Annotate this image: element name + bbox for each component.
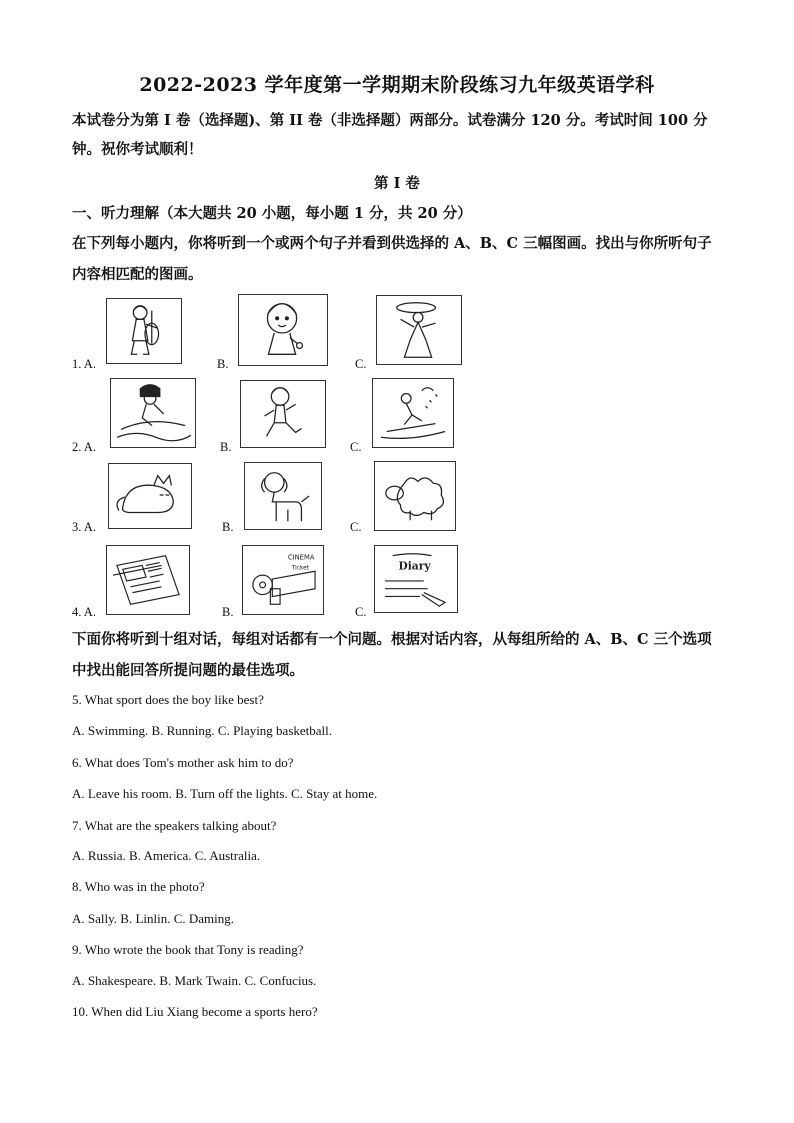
q4-label: 4. A.	[72, 605, 96, 619]
options-6: A. Leave his room. B. Turn off the lights. C. Stay at home.	[72, 786, 378, 801]
q2-c-label: C.	[350, 440, 362, 454]
question-5: 5. What sport does the boy like best?	[72, 692, 264, 707]
exam-intro: 本试卷分为第 I 卷（选择题)、第 II 卷（非选择题）两部分。试卷满分 120 分。考试时间 100 分钟。祝你考试顺利！	[72, 112, 708, 158]
boy-surfing-icon	[110, 378, 196, 448]
cinema-text: CINEMA	[287, 553, 315, 562]
question-10: 10. When did Liu Xiang become a sports hero?	[72, 1004, 318, 1019]
q3-label: 3. A.	[72, 520, 96, 534]
q1-b-label: B.	[217, 357, 229, 371]
part1-heading: 一、听力理解（本大题共 20 小题，每小题 1 分，共 20 分）	[72, 205, 472, 222]
q4-c-label: C.	[355, 605, 367, 619]
q1-c-label: C.	[355, 357, 367, 371]
question-6: 6. What does Tom's mother ask him to do?	[72, 755, 294, 770]
diary-text: Diary	[398, 559, 431, 573]
options-9: A. Shakespeare. B. Mark Twain. C. Confucius.	[72, 973, 317, 988]
sheep-icon	[374, 461, 456, 531]
cat-icon	[108, 463, 192, 529]
options-5: A. Swimming. B. Running. C. Playing basketball.	[72, 723, 333, 738]
q2-b-label: B.	[220, 440, 232, 454]
exam-title: 2022-2023 学年度第一学期期末阶段练习九年级英语学科	[139, 74, 655, 96]
part2-instruction: 下面你将听到十组对话，每组对话都有一个问题。根据对话内容，从每组所给的 A、B、C 三个选项中找出能回答所提问题的最佳选项。	[72, 631, 712, 679]
girl-singing-icon	[238, 294, 328, 366]
question-7: 7. What are the speakers talking about?	[72, 818, 277, 833]
q4-b-label: B.	[222, 605, 234, 619]
options-8: A. Sally. B. Linlin. C. Daming.	[72, 911, 235, 926]
boy-cello-icon	[106, 298, 182, 364]
boy-running-icon	[240, 380, 326, 448]
question-9: 9. Who wrote the book that Tony is reading?	[72, 942, 304, 957]
options-7: A. Russia. B. America. C. Australia.	[72, 848, 261, 863]
q3-c-label: C.	[350, 520, 362, 534]
question-8: 8. Who was in the photo?	[72, 879, 205, 894]
ticket-text: Ticket	[291, 565, 309, 572]
skier-icon	[372, 378, 454, 448]
q2-label: 2. A.	[72, 440, 96, 454]
newspaper-icon	[106, 545, 190, 615]
part1-instruction: 在下列每小题内，你将听到一个或两个句子并看到供选择的 A、B、C 三幅图画。找出与你所听句子内容相匹配的图画。	[72, 235, 712, 283]
q1-label: 1. A.	[72, 357, 96, 371]
section-heading: 第 I 卷	[374, 175, 420, 192]
diary-icon	[374, 545, 458, 613]
q3-b-label: B.	[222, 520, 234, 534]
dog-icon	[244, 462, 322, 530]
woman-dancing-icon	[376, 295, 462, 365]
cinema-ticket-icon	[242, 545, 324, 615]
